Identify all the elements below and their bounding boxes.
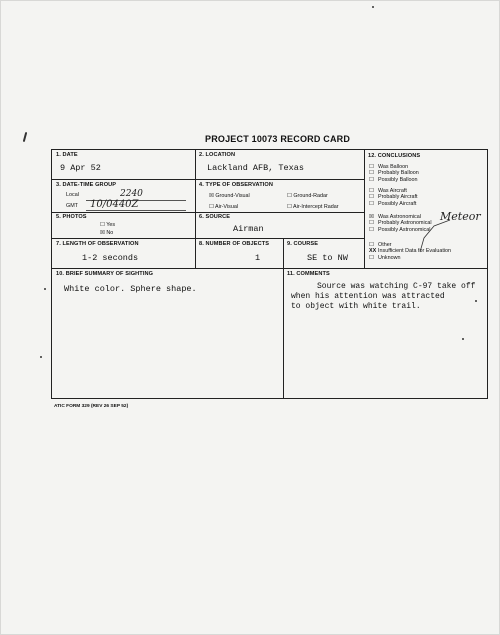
dtg-cell <box>52 179 195 212</box>
date-value: 9 Apr 52 <box>60 163 101 173</box>
conclusion-item: ☐ Possibly Aircraft <box>369 200 417 207</box>
comments-line: to object with white trail. <box>291 302 421 311</box>
conclusion-item: ☐ Probably Astronomical <box>369 220 432 227</box>
dtg-label: 3. DATE-TIME GROUP <box>56 182 117 188</box>
objects-cell <box>195 238 283 268</box>
conclusions-label: 12. CONCLUSIONS <box>368 153 421 159</box>
conclusion-item: ☐ Possibly Balloon <box>369 176 418 183</box>
course-value: SE to NW <box>307 253 348 263</box>
option-ground-visual: ☒ Ground-Visual <box>209 193 250 199</box>
conclusions-cell <box>364 150 487 268</box>
record-card <box>51 149 488 399</box>
comments-cell <box>283 268 487 399</box>
conclusion-item: XX Insufficient Data for Evaluation <box>369 248 452 255</box>
gmt-value: 10/0440Z <box>90 199 139 210</box>
source-label: 6. SOURCE <box>199 214 231 220</box>
local-value: 2240 <box>120 189 143 199</box>
conclusion-group-balloon <box>369 164 419 183</box>
photos-no: ☒ No <box>100 230 114 236</box>
length-label: 7. LENGTH OF OBSERVATION <box>56 241 139 247</box>
source-value: Airman <box>233 224 264 234</box>
summary-cell <box>52 268 283 399</box>
arrow-stroke <box>420 220 450 252</box>
conclusion-item: ☐ Unknown <box>369 254 401 261</box>
conclusion-item: ☐ Was Balloon <box>369 164 409 170</box>
comments-line: when his attention was attracted <box>291 292 445 301</box>
length-cell <box>52 238 195 268</box>
conclusion-item: ☐ Was Aircraft <box>369 188 407 194</box>
conclusion-item: ☐ Probably Aircraft <box>369 194 418 201</box>
observation-type-cell <box>195 179 364 212</box>
card-title: PROJECT 10073 RECORD CARD <box>205 134 351 144</box>
scan-speck <box>372 6 374 8</box>
photos-label: 5. PHOTOS <box>56 214 87 220</box>
photos-yes: ☐ Yes <box>100 222 116 228</box>
length-value: 1-2 seconds <box>82 253 139 263</box>
handwritten-conclusion: Meteor <box>440 210 481 223</box>
conclusion-item: ☐ Other <box>369 242 392 248</box>
form-footer: ATIC FORM 329 (REV 26 SEP 52) <box>54 404 129 409</box>
objects-label: 8. NUMBER OF OBJECTS <box>199 241 270 247</box>
underline <box>86 210 186 211</box>
date-label: 1. DATE <box>56 152 78 158</box>
photos-cell <box>52 212 195 238</box>
gmt-label: GMT <box>66 203 78 209</box>
arrow-annotation <box>364 220 487 260</box>
observation-type-label: 4. TYPE OF OBSERVATION <box>199 182 273 188</box>
source-cell <box>195 212 364 238</box>
conclusion-item: ☒ Was Astronomical <box>369 214 421 220</box>
comments-label: 11. COMMENTS <box>287 271 330 277</box>
course-cell <box>283 238 364 268</box>
conclusion-item: ☐ Probably Balloon <box>369 170 419 177</box>
summary-value: White color. Sphere shape. <box>64 284 197 294</box>
option-air-visual: ☐ Air-Visual <box>209 204 239 210</box>
location-value: Lackland AFB, Texas <box>207 163 304 173</box>
option-ground-radar: ☐ Ground-Radar <box>287 193 328 199</box>
date-cell <box>52 150 195 179</box>
option-air-intercept-radar: ☐ Air-Intercept Radar <box>287 204 339 210</box>
conclusion-group-aircraft <box>369 188 418 207</box>
scan-speck <box>44 288 46 290</box>
local-label: Local <box>66 192 79 198</box>
scan-speck <box>23 132 28 142</box>
objects-value: 1 <box>255 253 261 263</box>
conclusion-item: ☐ Possibly Astronomical <box>369 226 431 233</box>
location-cell <box>195 150 364 179</box>
course-label: 9. COURSE <box>287 241 319 247</box>
summary-label: 10. BRIEF SUMMARY OF SIGHTING <box>56 271 154 277</box>
comments-line: Source was watching C-97 take off <box>317 282 476 291</box>
scan-speck <box>40 356 42 358</box>
location-label: 2. LOCATION <box>199 152 236 158</box>
